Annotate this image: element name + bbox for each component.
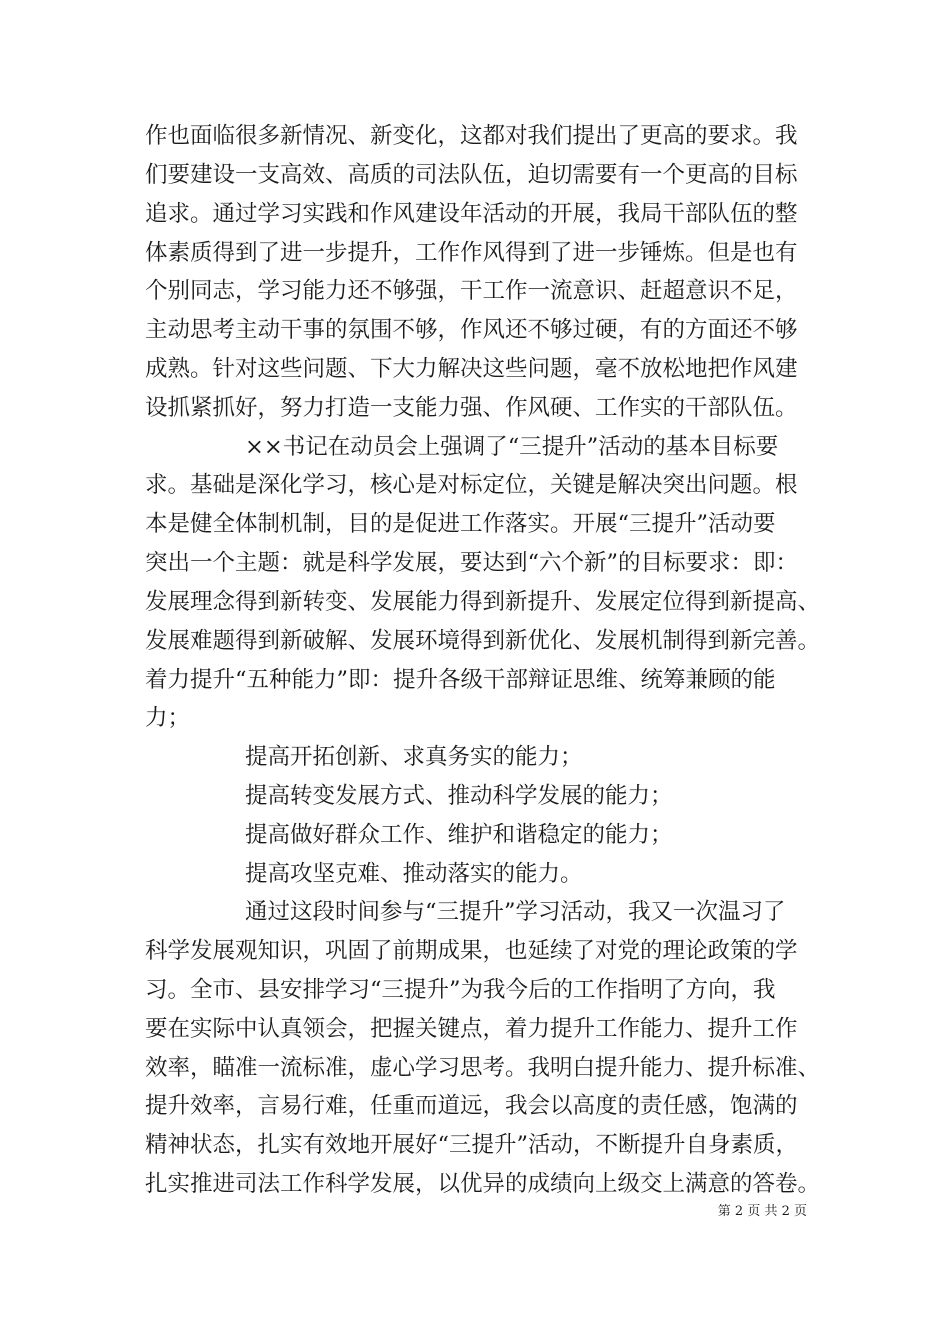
text-line: 体素质得到了进一步提升，工作作风得到了进一步锤炼。但是也有 xyxy=(145,240,798,266)
text-line: 突出一个主题：就是科学发展，要达到“六个新”的目标要求：即： xyxy=(145,550,799,576)
text-line: ××书记在动员会上强调了“三提升”活动的基本目标要 xyxy=(245,434,779,460)
text-line: 本是健全体制机制，目的是促进工作落实。开展“三提升”活动要 xyxy=(145,511,776,537)
text-line: 成熟。针对这些问题、下大力解决这些问题，毫不放松地把作风建 xyxy=(145,356,798,382)
text-line: 提高转变发展方式、推动科学发展的能力； xyxy=(245,783,673,809)
text-line: 通过这段时间参与“三提升”学习活动，我又一次温习了 xyxy=(245,899,786,925)
text-line: 要在实际中认真领会，把握关键点，着力提升工作能力、提升工作 xyxy=(145,1016,798,1042)
text-line: 们要建设一支高效、高质的司法队伍，迫切需要有一个更高的目标 xyxy=(145,162,798,188)
text-line: 提高攻坚克难、推动落实的能力。 xyxy=(245,861,583,887)
text-line: 提高开拓创新、求真务实的能力； xyxy=(245,744,583,770)
text-line: 力； xyxy=(145,705,191,731)
text-line: 追求。通过学习实践和作风建设年活动的开展，我局干部队伍的整 xyxy=(145,201,798,227)
text-line: 效率，瞄准一流标准，虚心学习思考。我明白提升能力、提升标准、 xyxy=(145,1055,821,1081)
text-line: 个别同志，学习能力还不够强，干工作一流意识、赶超意识不足， xyxy=(145,278,798,304)
text-line: 科学发展观知识，巩固了前期成果，也延续了对党的理论政策的学 xyxy=(145,938,798,964)
text-line: 发展理念得到新转变、发展能力得到新提升、发展定位得到新提高、 xyxy=(145,589,821,615)
text-line: 求。基础是深化学习，核心是对标定位，关键是解决突出问题。根 xyxy=(145,472,798,498)
text-line: 精神状态，扎实有效地开展好“三提升”活动，不断提升自身素质， xyxy=(145,1132,799,1158)
text-line: 设抓紧抓好，努力打造一支能力强、作风硬、工作实的干部队伍。 xyxy=(145,395,798,421)
text-line: 主动思考主动干事的氛围不够，作风还不够过硬，有的方面还不够 xyxy=(145,317,798,343)
text-line: 提升效率，言易行难，任重而道远，我会以高度的责任感，饱满的 xyxy=(145,1093,798,1119)
page-number-footer: 第 2 页 共 2 页 xyxy=(717,1204,807,1219)
text-line: 着力提升“五种能力”即：提升各级干部辩证思维、统筹兼顾的能 xyxy=(145,667,776,693)
text-line: 扎实推进司法工作科学发展，以优异的成绩向上级交上满意的答卷。 xyxy=(145,1171,821,1197)
text-line: 习。全市、县安排学习“三提升”为我今后的工作指明了方向，我 xyxy=(145,977,776,1003)
text-line: 提高做好群众工作、维护和谐稳定的能力； xyxy=(245,822,673,848)
text-line: 作也面临很多新情况、新变化，这都对我们提出了更高的要求。我 xyxy=(145,123,798,149)
text-line: 发展难题得到新破解、发展环境得到新优化、发展机制得到新完善。 xyxy=(145,628,821,654)
